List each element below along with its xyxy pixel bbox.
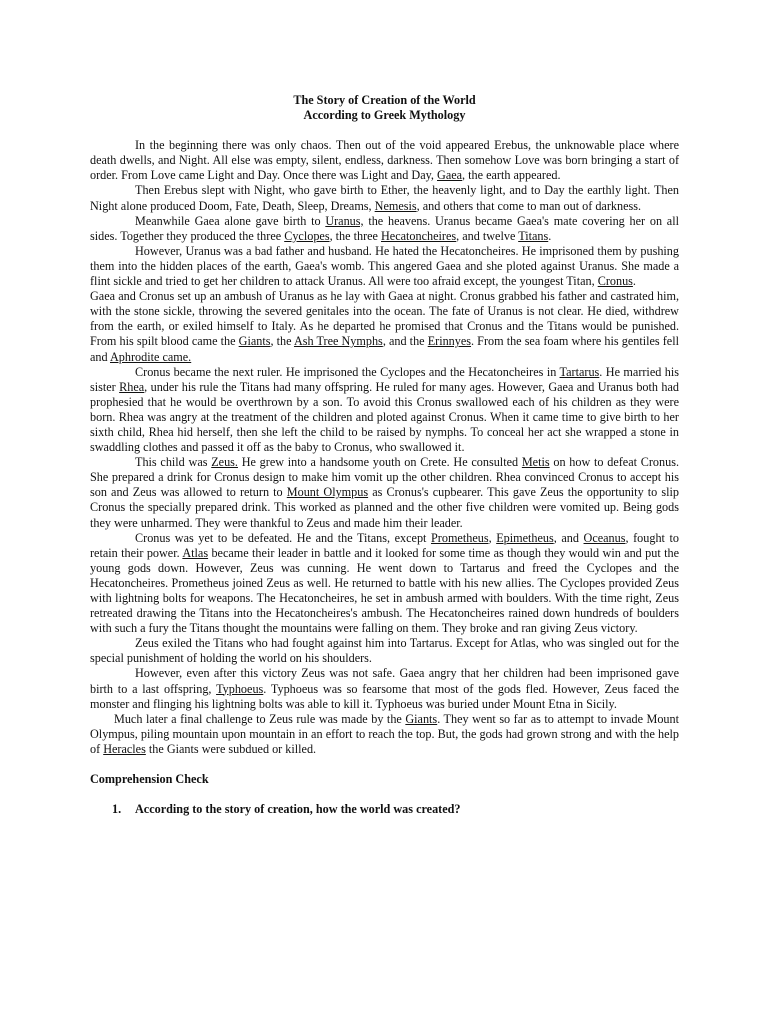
text: Cronus was yet to be defeated. He and the Titans, except bbox=[135, 530, 432, 545]
text: Gaea and Cronus set up an ambush of Uranus as he lay with Gaea at night. Cronus grabbed his father and castrated him, with the stone sickle, throwing the severed genitales into the ocean. The fate of Uranus is not clear. He died, withdrew from the earth, or exiled himself to Italy. As he departed he promised that Cronus and the Titans would be punished. From his spilt blood came the bbox=[90, 289, 679, 349]
link-typhoeus: Typhoeus bbox=[216, 681, 264, 696]
link-oceanus: Oceanus bbox=[583, 530, 626, 545]
text: . From the sea foam where his gentiles fell and bbox=[90, 334, 679, 364]
text: on how to defeat Cronus. She prepared a drink for Cronus design to make him vomit up the other children. Rhea convinced Cronus to accept his son and Zeus was allowed to return to bbox=[90, 455, 680, 500]
text: , and others that come to man out of darkness. bbox=[416, 198, 642, 213]
text: as Cronus's cupbearer. This gave Zeus the opportunity to slip Cronus the specially prepared drink. This worked as planned and the other five children were vomited up. Being gods they were unharmed. They were thankful to Zeus and made him their leader. bbox=[90, 485, 679, 530]
link-mount-olympus: Mount Olympus bbox=[286, 485, 369, 500]
text: However, Uranus was a bad father and husband. He hated the Hecatoncheires. He imprisoned them by pushing them into the hidden places of the earth, Gaea's womb. This angered Gaea and she ploted against Uranus. She made a flint sickle and tried to get her children to attack Uranus. All were too afraid except, the youngest Titan, bbox=[90, 243, 679, 289]
text: . bbox=[632, 274, 636, 289]
paragraph-4 bbox=[90, 244, 679, 289]
question-number: 1. bbox=[112, 802, 122, 817]
link-aphrodite: Aphrodite came. bbox=[109, 349, 192, 364]
link-tartarus: Tartarus bbox=[559, 364, 600, 379]
text: Cronus became the next ruler. He imprisoned the Cyclopes and the Hecatoncheires in bbox=[135, 364, 560, 379]
link-metis: Metis bbox=[521, 455, 550, 470]
paragraph-1 bbox=[90, 138, 679, 183]
link-ash-tree-nymphs: Ash Tree Nymphs bbox=[293, 334, 383, 349]
text: , bbox=[488, 530, 497, 545]
link-cronus: Cronus bbox=[597, 274, 633, 289]
paragraph-5 bbox=[90, 289, 679, 364]
paragraph-11 bbox=[90, 712, 679, 757]
text: , the bbox=[270, 334, 294, 349]
paragraph-2 bbox=[90, 183, 679, 213]
text: This child was bbox=[135, 455, 212, 470]
text: , the earth appeared. bbox=[462, 168, 561, 183]
paragraph-8 bbox=[90, 531, 679, 637]
text: became their leader in battle and it looked for some time as though they would win and put the young gods down. However, Zeus was cunning. He went down to Tartarus and freed the Cyclopes and the Hecatoncheires. Prometheus joined Zeus as well. He returned to battle with his new allies. The Cyclopes provided Zeus with lightning bolts for weapons. The Hecatoncheires, he set in ambush armed with boulders. With the time right, Zeus retreated drawing the Titans into the Hecatoncheires's ambush. The Hecatoncheires rained down hundreds of boulders with such a fury the Titans thought the mountains were falling on them. They broke and ran giving Zeus victory. bbox=[90, 545, 679, 636]
link-prometheus: Prometheus bbox=[431, 530, 489, 545]
paragraph-7 bbox=[90, 455, 679, 530]
text: Much later a final challenge to Zeus rule was made by the bbox=[114, 711, 406, 726]
link-heracles: Heracles bbox=[103, 741, 146, 756]
link-titans: Titans bbox=[518, 228, 549, 243]
text: , and twelve bbox=[456, 228, 519, 243]
text: the heavens. Uranus became Gaea's mate covering her on all sides. Together they produced the three bbox=[90, 213, 679, 243]
link-erinnyes: Erinnyes bbox=[427, 334, 472, 349]
paragraph-3 bbox=[90, 214, 679, 244]
text: Meanwhile Gaea alone gave birth to bbox=[135, 213, 326, 228]
text: , under his rule the Titans had many offspring. He ruled for many ages. However, Gaea and Uranus both had prophesied that he would be overthrown by a son. To avoid this Cronus swallowed each of his children as they were born. Rhea was angry at the treatment of the children and ploted against Cronus. When it came time to give birth to her sixth child, Rhea hid herself, then she left the child to be raised by nymphs. To conceal her act she wrapped a stone in swaddling clothes and passed it off as the baby to Cronus, who swallowed it. bbox=[90, 379, 679, 455]
link-hecatoncheires: Hecatoncheires bbox=[381, 228, 457, 243]
text: Then Erebus slept with Night, who gave birth to Ether, the heavenly light, and to Day the earthly light. Then Night alone produced Doom, Fate, Death, Sleep, Dreams, bbox=[90, 183, 679, 213]
text: , and the bbox=[382, 334, 428, 349]
text: In the beginning there was only chaos. Then out of the void appeared Erebus, the unknowable place where death dwells, and Night. All else was empty, silent, endless, darkness. Then somehow Love was born bringing a start of order. From Love came Light and Day. Once there was Light and Day, bbox=[90, 138, 679, 183]
link-rhea: Rhea bbox=[119, 379, 145, 394]
link-atlas: Atlas bbox=[182, 545, 209, 560]
comprehension-check-heading: Comprehension Check bbox=[90, 772, 209, 787]
link-zeus: Zeus. bbox=[211, 455, 238, 470]
link-uranus: Uranus, bbox=[325, 213, 364, 228]
link-epimetheus: Epimetheus bbox=[496, 530, 554, 545]
link-nemesis: Nemesis bbox=[374, 198, 417, 213]
paragraph-6 bbox=[90, 365, 679, 456]
text: . Typhoeus was so fearsome that most of the gods fled. However, Zeus faced the monster and flinging his lightning bolts was able to kill it. Typhoeus was buried under Mount Etna in Sicily. bbox=[90, 681, 680, 711]
paragraph-9: Zeus exiled the Titans who had fought against him into Tartarus. Except for Atlas, who was singled out for the special punishment of holding the world on his shoulders. bbox=[90, 636, 679, 666]
text: . He married his sister bbox=[90, 364, 679, 394]
text: However, even after this victory Zeus was not safe. Gaea angry that her children had been imprisoned gave birth to a last offspring, bbox=[90, 666, 679, 696]
title-line-1: The Story of Creation of the World bbox=[293, 93, 476, 107]
text: He grew into a handsome youth on Crete. He consulted bbox=[237, 455, 522, 470]
link-gaea: Gaea bbox=[437, 168, 463, 183]
paragraph-10 bbox=[90, 666, 679, 711]
text: , the three bbox=[329, 228, 381, 243]
document-page bbox=[90, 93, 679, 817]
text: the Giants were subdued or killed. bbox=[145, 741, 317, 756]
question-1 bbox=[112, 802, 679, 817]
link-giants-2: Giants bbox=[405, 711, 438, 726]
link-giants: Giants bbox=[238, 334, 271, 349]
text: . bbox=[548, 228, 552, 243]
title-line-2: According to Greek Mythology bbox=[303, 108, 466, 123]
text: , fought to retain their power. bbox=[90, 530, 679, 560]
link-cyclopes: Cyclopes bbox=[284, 228, 330, 243]
question-text: According to the story of creation, how the world was created? bbox=[135, 802, 461, 817]
text: , and bbox=[553, 530, 584, 545]
text: . They went so far as to attempt to invade Mount Olympus, piling mountain upon mountain in an effort to reach the top. But, the gods had grown strong and with the help of bbox=[90, 711, 680, 756]
